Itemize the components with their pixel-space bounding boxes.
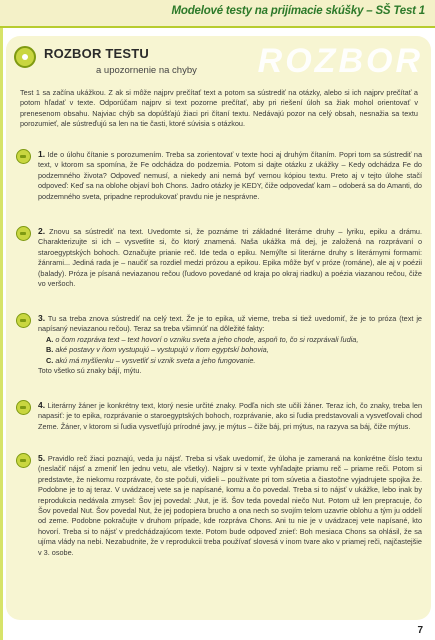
task-number: 4. xyxy=(38,400,46,410)
task-text: Ide o úlohu čítanie s porozumením. Treba sa zorientovať v texte hoci aj druhým čítaním. Popri tom sa sústrediť na text, v ktorom sa spomína, že Fe odchádza do podzemia. Potom si dajte otázku z ukážky – Kedy odchádza Fe do podzemného života? Odpoveď nemusí, a niekedy ani nemá byť vernou kópiou textu. Preto aj v tejto úlohe stačí odpoveď: Keď sa na oblohe objaví boh Chons. Jadro otázky je KEDY, čiže odpovedať kam – odoberá sa do Amanti, do podzemného sveta, pripadne reprodukovať pravdu nie je nesprávne. xyxy=(38,150,422,201)
task-item-3 xyxy=(16,313,422,376)
task-item-5 xyxy=(16,453,422,558)
task-item-1 xyxy=(16,149,422,202)
list-item-a: A. o čom rozpráva text – text hovorí o vzniku sveta a jeho chode, aspoň to, čo si rozprávali ľudia, xyxy=(46,334,359,344)
pencil-icon xyxy=(16,313,31,328)
task-conclusion: Toto všetko sú znaky bájí, mýtu. xyxy=(38,366,142,376)
target-icon xyxy=(14,46,36,68)
task-text: Pravidlo reč žiaci poznajú, veda ju nájsť. Treba si však uvedomiť, že úloha je zameraná na konkrétne číslo textu (neslačiť nájsť a zmeniť len jednu vetu, ale všetky). Najprv si v texte vyhľadajte priamu reč – priame reči. Potom si predstavte, že niekomu rozprávate, čo ste počuli, vidieli – používate pri tom súvetia a čiastočne vyjadrujete spojka že. Podobne je to aj teraz. V uvádzacej vete sa je napísané, komu a čo povedal. Treba si to nájsť v ukážke, lebo inak by reprodukcia nedávala zmysel: Šov jej povedal: „Nut, je iš. Šov teda povedal niečo Nut. Potom už len prepracuje, čo Šov povedal Nut. Šov povedal Nut, že jej podopiera brucho a ona nech so svojím telom uzavrie oblohu a tým ju oddelí od zeme. Podobne pokračujte v druhom prípade, kde rozpráva Chons. Ani tu nie je v uvádzacej vete napísané, kto hovorí. Treba si to nájsť v predchádzajúcom texte. Potom bude odpoveď znieť: Boh mesiaca Chons sa ohlásil, že sa ujíma vlády na nebi. Nezabudnite, že v reprodukcii treba používať slovesá v inom tvare ako v priamej reči, najčastejšie v 3. osobe. xyxy=(38,454,423,557)
pencil-icon xyxy=(16,400,31,415)
task-number: 3. xyxy=(38,313,46,323)
task-number: 1. xyxy=(38,149,46,159)
page-number: 7 xyxy=(417,625,423,636)
side-strip xyxy=(0,28,3,640)
watermark: ROZBOR xyxy=(257,42,423,80)
pencil-icon xyxy=(16,149,31,164)
pencil-icon xyxy=(16,453,31,468)
running-header: Modelové testy na prijímacie skúšky – SŠ Test 1 xyxy=(171,5,425,17)
task-text: Tu sa treba znova sústrediť na celý text. Že je to epika, už vieme, treba si tiež uvedomiť, že je to próza (text je napísaný neviazanou rečou). Teraz sa treba všimnúť na dôležité fakty: xyxy=(38,314,422,334)
content-box xyxy=(6,36,431,620)
task-number: 5. xyxy=(38,453,46,463)
task-number: 2. xyxy=(38,226,46,236)
section-subtitle: a upozornenie na chyby xyxy=(96,65,197,76)
intro-paragraph: Test 1 sa začína ukážkou. Z ak si môže najprv prečítať text a potom sa sústrediť na otázky, alebo si ich najprv prečítať a potom hľadať v texte. Odporúčam najprv si text pozorne prečítať, aby pri riešení úloh sa žiak mohol orientovať v prenesenom obsahu. Najviac chýb sa dopúšťajú žiaci pri čítaní textu. Nedávajú pozor na celý obsah, nesnažia sa textu porozumieť, ale sústreďujú sa len na tie časti, ktoré súvisia s otázkou. xyxy=(20,88,418,129)
section-title: ROZBOR TESTU xyxy=(44,46,149,61)
section-heading xyxy=(14,44,314,84)
list-item-c: C. akú má myšlienku – vysvetliť si vznik sveta a jeho fungovanie. xyxy=(46,355,256,365)
header-bar xyxy=(0,0,435,28)
task-item-2 xyxy=(16,226,422,289)
pencil-icon xyxy=(16,226,31,241)
task-item-4 xyxy=(16,400,422,432)
list-item-b: B. aké postavy v ňom vystupujú – vystupujú v ňom egyptskí bohovia, xyxy=(46,345,269,355)
task-text: Literárny žáner je konkrétny text, ktorý nesie určité znaky. Podľa nich ste učili žáner. Teraz ich, čo znaky, treba len napasiť: je to epika, rozprávanie o staroegyptských bohoch, rozprávanie, ako si ľudia predstavovali a vysvetľovali chod Zeme. Žáner, v ktorom si ľudia vysvetľujú prírodné javy, je mýtus – čiže báj, pri mýtus, na razyva sa báj, čiže mýtus. xyxy=(38,401,423,431)
task-text: Znovu sa sústrediť na text. Uvedomte si, že poznáme tri základné literárne druhy – lyriku, epiku a drámu. Charakterizujte si ich – vysvetlite si, čo ktorý znamená. Naša ukážka má dej, je založená na rozprávaní o staroegyptských bohoch. Označujte prianie reč. Ide teda o epiku. Nemýľte si literárne druhy s literárnymi formami: žánrami... Jediná rada je – naučiť sa rozdiel medzi prózou a epikou. Epika môže byť v próze (románe), ale aj v poézii (balady). Próza je písaná neviazanou rečou (ľudovo povedané od kraja po okraj riadku) a poézia viazanou rečou, čiže vo veršoch. xyxy=(38,227,422,289)
